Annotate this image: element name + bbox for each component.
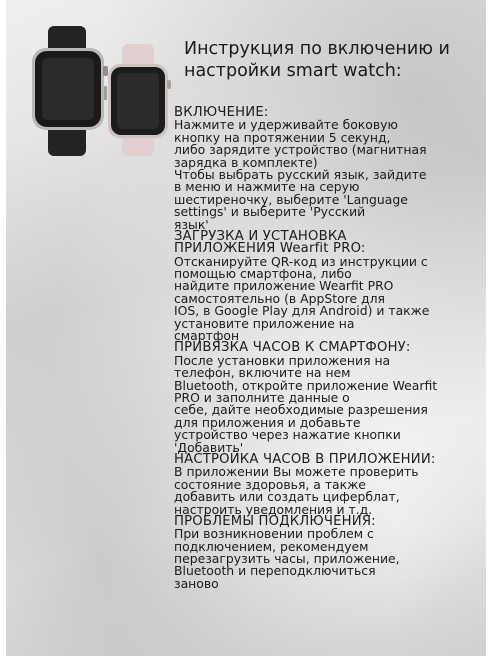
- section-heading: ПРОБЛЕМЫ ПОДКЛЮЧЕНИЯ:: [174, 513, 376, 529]
- text-line: помощью смартфона, либо: [174, 266, 352, 282]
- text-line: шестиреночку, выберите 'Language: [174, 191, 408, 207]
- text-line: После установки приложения на: [174, 352, 391, 368]
- text-line: для приложения и добавьте: [174, 414, 361, 430]
- text-line: В приложении Вы можете проверить: [174, 464, 419, 480]
- text-line: зарядка в комплекте): [174, 154, 318, 170]
- smartwatches-image: [28, 26, 173, 156]
- text-line: в меню и нажмите на серую: [174, 179, 360, 195]
- text-line: кнопку на протяжении 5 секунд,: [174, 129, 391, 145]
- text-line: устройство через нажатие кнопки: [174, 427, 401, 443]
- text-line: Нажмите и удерживайте боковую: [174, 117, 398, 133]
- text-line: Bluetooth и переподключиться: [174, 563, 376, 579]
- text-line: установите приложение на: [174, 315, 355, 331]
- text-line: состояние здоровья, а также: [174, 476, 366, 492]
- text-line: Отсканируйте QR-код из инструкции с: [174, 253, 428, 269]
- text-line: самостоятельно (в AppStore для: [174, 290, 385, 306]
- text-line: перезагрузить часы, приложение,: [174, 551, 400, 567]
- title-line: Инструкция по включению и: [184, 39, 450, 59]
- text-line: При возникновении проблем с: [174, 526, 374, 542]
- text-line: PRO и заполните данные о: [174, 389, 350, 405]
- text-line: себе, дайте необходимые разрешения: [174, 402, 428, 418]
- section-heading: ПРИЛОЖЕНИЯ Wearfit PRO:: [174, 241, 366, 257]
- text-line: 'Добавить': [174, 439, 244, 455]
- text-line: телефон, включите на нем: [174, 365, 351, 381]
- section-heading: ЗАГРУЗКА И УСТАНОВКА: [174, 228, 347, 244]
- black-smartwatch-icon: [32, 26, 108, 156]
- section-heading: ПРИВЯЗКА ЧАСОВ К СМАРТФОНУ:: [174, 340, 411, 356]
- text-line: настроить уведомления и т.д.: [174, 501, 373, 517]
- text-line: язык': [174, 216, 209, 232]
- pink-smartwatch-icon: [108, 44, 171, 156]
- instructions-text: [174, 107, 490, 590]
- text-line: либо зарядите устройство (магнитная: [174, 142, 427, 158]
- text-line: заново: [174, 575, 219, 591]
- text-line: найдите приложение Wearfit PRO: [174, 278, 394, 294]
- section-heading: ВКЛЮЧЕНИЕ:: [174, 105, 269, 120]
- page-title: [184, 38, 484, 82]
- section-heading: НАСТРОЙКА ЧАСОВ В ПРИЛОЖЕНИИ:: [174, 451, 436, 467]
- text-line: Чтобы выбрать русский язык, зайдите: [174, 166, 427, 182]
- text-line: settings' и выберите 'Русский: [174, 204, 366, 220]
- text-line: смартфон: [174, 328, 240, 344]
- text-line: добавить или создать циферблат,: [174, 489, 400, 505]
- text-line: Bluetooth, откройте приложение Wearfit: [174, 377, 438, 393]
- title-line: настройки smart watch:: [184, 61, 402, 81]
- text-line: IOS, в Google Play для Android) и также: [174, 303, 430, 319]
- text-line: подключением, рекомендуем: [174, 538, 369, 554]
